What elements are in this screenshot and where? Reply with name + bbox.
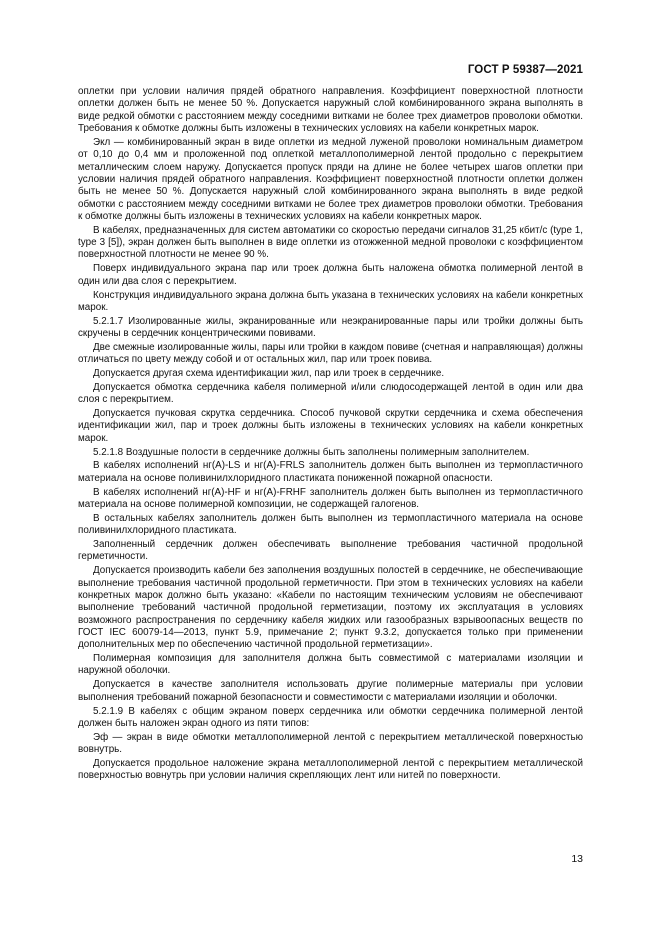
paragraph: Полимерная композиция для заполнителя должна быть совместимой с материалами изоляции и наружной оболочки.: [78, 653, 583, 677]
paragraph: Допускается в качестве заполнителя использовать другие полимерные материалы при условии выполнения требований пожарной безопасности и совместимости с материалами изоляции и оболочки.: [78, 679, 583, 703]
paragraph: Эф — экран в виде обмотки металлополимерной лентой с перекрытием металлической поверхностью вовнутрь.: [78, 731, 583, 756]
paragraph: Допускается другая схема идентификации жил, пар или троек в сердечнике.: [93, 368, 445, 380]
section-5-2-1-7: 5.2.1.7 Изолированные жилы, экранированные или неэкранированные пары или тройки должны быть скручены в сердечник концентрическими повивами.: [78, 315, 583, 340]
page-number: 13: [571, 853, 583, 865]
section-5-2-1-9: 5.2.1.9 В кабелях с общим экраном поверх сердечника или обмотки сердечника полимерной лентой должен быть наложен экран одного из пяти типов:: [78, 705, 583, 729]
document-header: ГОСТ Р 59387—2021: [467, 64, 583, 76]
paragraph: Конструкция индивидуального экрана должна быть указана в технических условиях на кабели конкретных марок.: [78, 289, 583, 313]
paragraph: В кабелях исполнений нг(А)-HF и нг(А)-FRHF заполнитель должен быть выполнен из термопластичного материала на основе полимерной композиции, не содержащей галогенов.: [78, 486, 583, 510]
paragraph: Две смежные изолированные жилы, пары или тройки в каждом повиве (счетная и направляющая) должны отличаться по цвету между собой и от остальных жил, пар или троек повива.: [78, 341, 583, 366]
paragraph: Поверх индивидуального экрана пар или троек должна быть наложена обмотка полимерной лентой в один или два слоя с перекрытием.: [78, 263, 583, 287]
section-5-2-1-8: 5.2.1.8 Воздушные полости в сердечнике должны быть заполнены полимерным заполнителем.: [93, 446, 530, 458]
paragraph: В кабелях исполнений нг(А)-LS и нг(А)-FRLS заполнитель должен быть выполнен из термопластичного материала на основе поливинилхлоридного пластиката пониженной пожарной опасности.: [78, 460, 583, 484]
paragraph: В кабелях, предназначенных для систем автоматики со скоростью передачи сигналов 31,25 кбит/с (type 1, type 3 [5]), экран должен быть выполнен в виде оплетки из отожженной медной проволоки с коэффициентом поверхностной плотности не менее 90 %.: [78, 224, 583, 261]
paragraph: Допускается производить кабели без заполнения воздушных полостей в сердечнике, не обеспечивающие выполнение требования частичной продольной герметичности. При этом в технических условиях на кабели конкретных марок должно быть указано: «Кабели по настоящим техническим условиям не обеспечивают выполнение требований частичной продольной герметизации, поэтому их эксплуатация в условиях возможного распространения по сердечнику кабеля жидких или газообразных взрывоопасных веществ по ГОСТ IEC 60079-14—2013, пункт 5.9, примечание 2; пункт 9.3.2, допускается только при применении дополнительных мер по обеспечению частичной продольной герметизации».: [78, 565, 583, 651]
document-body: [78, 86, 583, 784]
paragraph: Допускается продольное наложение экрана металлополимерной лентой с перекрытием металлической поверхностью вовнутрь при условии наличия скрепляющих лент или нитей по поверхности.: [78, 757, 583, 782]
paragraph: Допускается обмотка сердечника кабеля полимерной и/или слюдосодержащей лентой в один или два слоя с перекрытием.: [78, 381, 583, 406]
paragraph: оплетки при условии наличия прядей обратного направления. Коэффициент поверхностной плотности оплетки должен быть не менее 50 %. Допускается наружный слой комбинированного экрана выполнять в виде редкой обмотки с расстоянием между соседними витками не более трех диаметров проволоки обмотки. Требования к обмотке должны быть изложены в технических условиях на кабели конкретных марок.: [78, 86, 583, 135]
paragraph: Допускается пучковая скрутка сердечника. Способ пучковой скрутки сердечника и схема обеспечения идентификации жил, пар и троек должны быть изложены в технических условиях на кабели конкретных марок.: [78, 408, 583, 444]
paragraph: Заполненный сердечник должен обеспечивать выполнение требования частичной продольной герметичности.: [78, 539, 583, 563]
paragraph: Экл — комбинированный экран в виде оплетки из медной луженой проволоки номинальным диаметром от 0,10 до 0,4 мм и проложенной под оплеткой металлополимерной лентой продольно с перекрытием металлическим слоем наружу. Допускается пропуск пряди на длине не более четырех шагов оплетки при условии наличия прядей обратного направления. Коэффициент поверхностной плотности оплетки должен быть не менее 50 %. Допускается наружный слой комбинированного экрана выполнять в виде редкой обмотки с расстоянием между соседними витками не более трех диаметров проволоки обмотки. Требования к обмотке должны быть изложены в технических условиях на кабели конкретных марок.: [78, 136, 583, 222]
paragraph: В остальных кабелях заполнитель должен быть выполнен из термопластичного материала на основе поливинилхлоридного пластиката.: [78, 512, 583, 537]
